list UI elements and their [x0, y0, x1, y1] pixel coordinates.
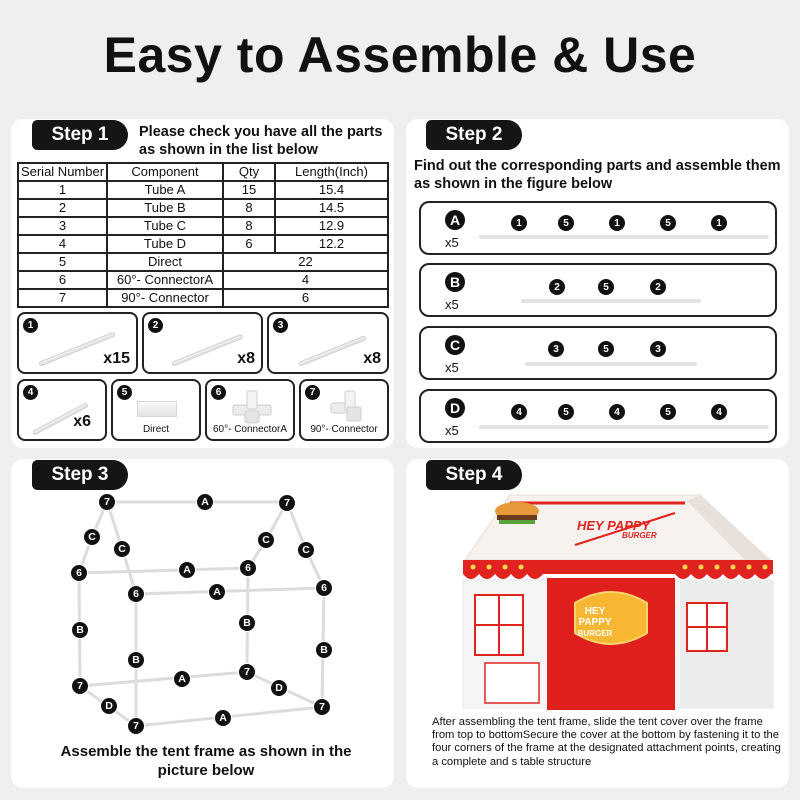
- part-number-badge: 4: [23, 385, 38, 400]
- seq-part-5: 5: [598, 279, 614, 295]
- letter-badge: A: [445, 210, 465, 230]
- cell-length: 12.2: [275, 235, 388, 253]
- frame-node-7: 7: [238, 663, 256, 681]
- frame-node-6: 6: [239, 559, 257, 577]
- frame-node-a: A: [196, 493, 214, 511]
- door-sign-line: BURGER: [577, 629, 613, 638]
- part-qty: x8: [237, 350, 255, 367]
- cell-component: 90°- Connector: [107, 289, 223, 307]
- letter-badge: D: [445, 398, 465, 418]
- seq-part-1: 1: [609, 215, 625, 231]
- seq-part-1: 1: [711, 215, 727, 231]
- seq-part-2: 2: [549, 279, 565, 295]
- tent-sign-sub: BURGER: [622, 531, 657, 540]
- frame-node-7: 7: [98, 493, 116, 511]
- seq-part-4: 4: [609, 404, 625, 420]
- step1-header: Please check you have all the parts as shown in the list below: [139, 124, 383, 158]
- col-qty: Qty: [223, 163, 275, 181]
- part-number-badge: 6: [211, 385, 226, 400]
- cell-qty: 6: [223, 289, 388, 307]
- seq-part-2: 2: [650, 279, 666, 295]
- cell-qty: 8: [223, 217, 275, 235]
- cell-serial: 1: [18, 181, 107, 199]
- part-qty: x8: [363, 350, 381, 367]
- letter-badge: C: [445, 335, 465, 355]
- cell-serial: 3: [18, 217, 107, 235]
- frame-node-c: C: [257, 531, 275, 549]
- part-number-badge: 3: [273, 318, 288, 333]
- cell-serial: 6: [18, 271, 107, 289]
- step2-header: Find out the corresponding parts and assemble them as shown in the figure below: [414, 158, 781, 192]
- row-qty: x5: [445, 360, 459, 375]
- seq-part-5: 5: [558, 404, 574, 420]
- frame-node-a: A: [173, 670, 191, 688]
- part-number-badge: 1: [23, 318, 38, 333]
- part-number-badge: 5: [117, 385, 132, 400]
- cell-component: 60°- ConnectorA: [107, 271, 223, 289]
- frame-node-7: 7: [71, 677, 89, 695]
- seq-part-5: 5: [660, 215, 676, 231]
- frame-node-d: D: [270, 679, 288, 697]
- col-component: Component: [107, 163, 223, 181]
- letter-badge: B: [445, 272, 465, 292]
- seq-part-4: 4: [511, 404, 527, 420]
- cell-serial: 4: [18, 235, 107, 253]
- cell-length: 12.9: [275, 217, 388, 235]
- frame-node-a: A: [178, 561, 196, 579]
- frame-node-7: 7: [127, 717, 145, 735]
- step4-badge: Step 4: [426, 460, 522, 490]
- step3-badge: Step 3: [32, 460, 128, 490]
- part-number-badge: 7: [305, 385, 320, 400]
- cell-serial: 7: [18, 289, 107, 307]
- frame-node-a: A: [214, 709, 232, 727]
- step2-badge: Step 2: [426, 120, 522, 150]
- cell-serial: 2: [18, 199, 107, 217]
- tent-sign: HEY PAPPY: [577, 518, 651, 533]
- frame-node-7: 7: [278, 494, 296, 512]
- step4-description: After assembling the tent frame, slide the tent cover over the frame from top to bottomSecure the cover at the bottom by fastening it to the four corners of the frame at the designated attachment points, creating a complete and s table structure: [432, 716, 781, 768]
- cell-component: Direct: [107, 253, 223, 271]
- seq-part-5: 5: [660, 404, 676, 420]
- frame-node-6: 6: [70, 564, 88, 582]
- page-title: Easy to Assemble & Use: [103, 27, 697, 83]
- seq-part-3: 3: [548, 341, 564, 357]
- cell-qty: 6: [223, 235, 275, 253]
- part-qty: x6: [73, 413, 91, 430]
- row-qty: x5: [445, 423, 459, 438]
- cell-component: Tube B: [107, 199, 223, 217]
- frame-node-c: C: [83, 528, 101, 546]
- frame-node-b: B: [315, 641, 333, 659]
- row-qty: x5: [445, 235, 459, 250]
- frame-node-b: B: [127, 651, 145, 669]
- frame-node-a: A: [208, 583, 226, 601]
- cell-qty: 22: [223, 253, 388, 271]
- seq-part-3: 3: [650, 341, 666, 357]
- door-sign-line: PAPPY: [578, 617, 612, 628]
- seq-part-4: 4: [711, 404, 727, 420]
- frame-node-6: 6: [315, 579, 333, 597]
- part-label: Direct: [142, 424, 170, 435]
- cell-qty: 15: [223, 181, 275, 199]
- cell-component: Tube D: [107, 235, 223, 253]
- row-qty: x5: [445, 297, 459, 312]
- step3-caption: Assemble the tent frame as shown in the picture below: [60, 743, 352, 779]
- seq-part-5: 5: [558, 215, 574, 231]
- cell-qty: 8: [223, 199, 275, 217]
- cell-length: 15.4: [275, 181, 388, 199]
- frame-node-c: C: [297, 541, 315, 559]
- step1-badge: Step 1: [32, 120, 128, 150]
- col-length: Length(Inch): [275, 163, 388, 181]
- cell-qty: 4: [223, 271, 388, 289]
- cell-component: Tube A: [107, 181, 223, 199]
- part-label: 60°- ConnectorA: [212, 424, 288, 435]
- door-sign: [563, 606, 627, 639]
- cell-serial: 5: [18, 253, 107, 271]
- seq-part-1: 1: [511, 215, 527, 231]
- frame-node-d: D: [100, 697, 118, 715]
- frame-node-b: B: [238, 614, 256, 632]
- frame-node-c: C: [113, 540, 131, 558]
- frame-node-b: B: [71, 621, 89, 639]
- frame-node-7: 7: [313, 698, 331, 716]
- cell-component: Tube C: [107, 217, 223, 235]
- cell-length: 14.5: [275, 199, 388, 217]
- part-number-badge: 2: [148, 318, 163, 333]
- part-label: 90°- Connector: [310, 424, 378, 435]
- door-sign-line: HEY: [584, 606, 606, 617]
- seq-part-5: 5: [598, 341, 614, 357]
- frame-node-6: 6: [127, 585, 145, 603]
- col-serial: Serial Number: [18, 163, 107, 181]
- part-qty: x15: [103, 350, 130, 367]
